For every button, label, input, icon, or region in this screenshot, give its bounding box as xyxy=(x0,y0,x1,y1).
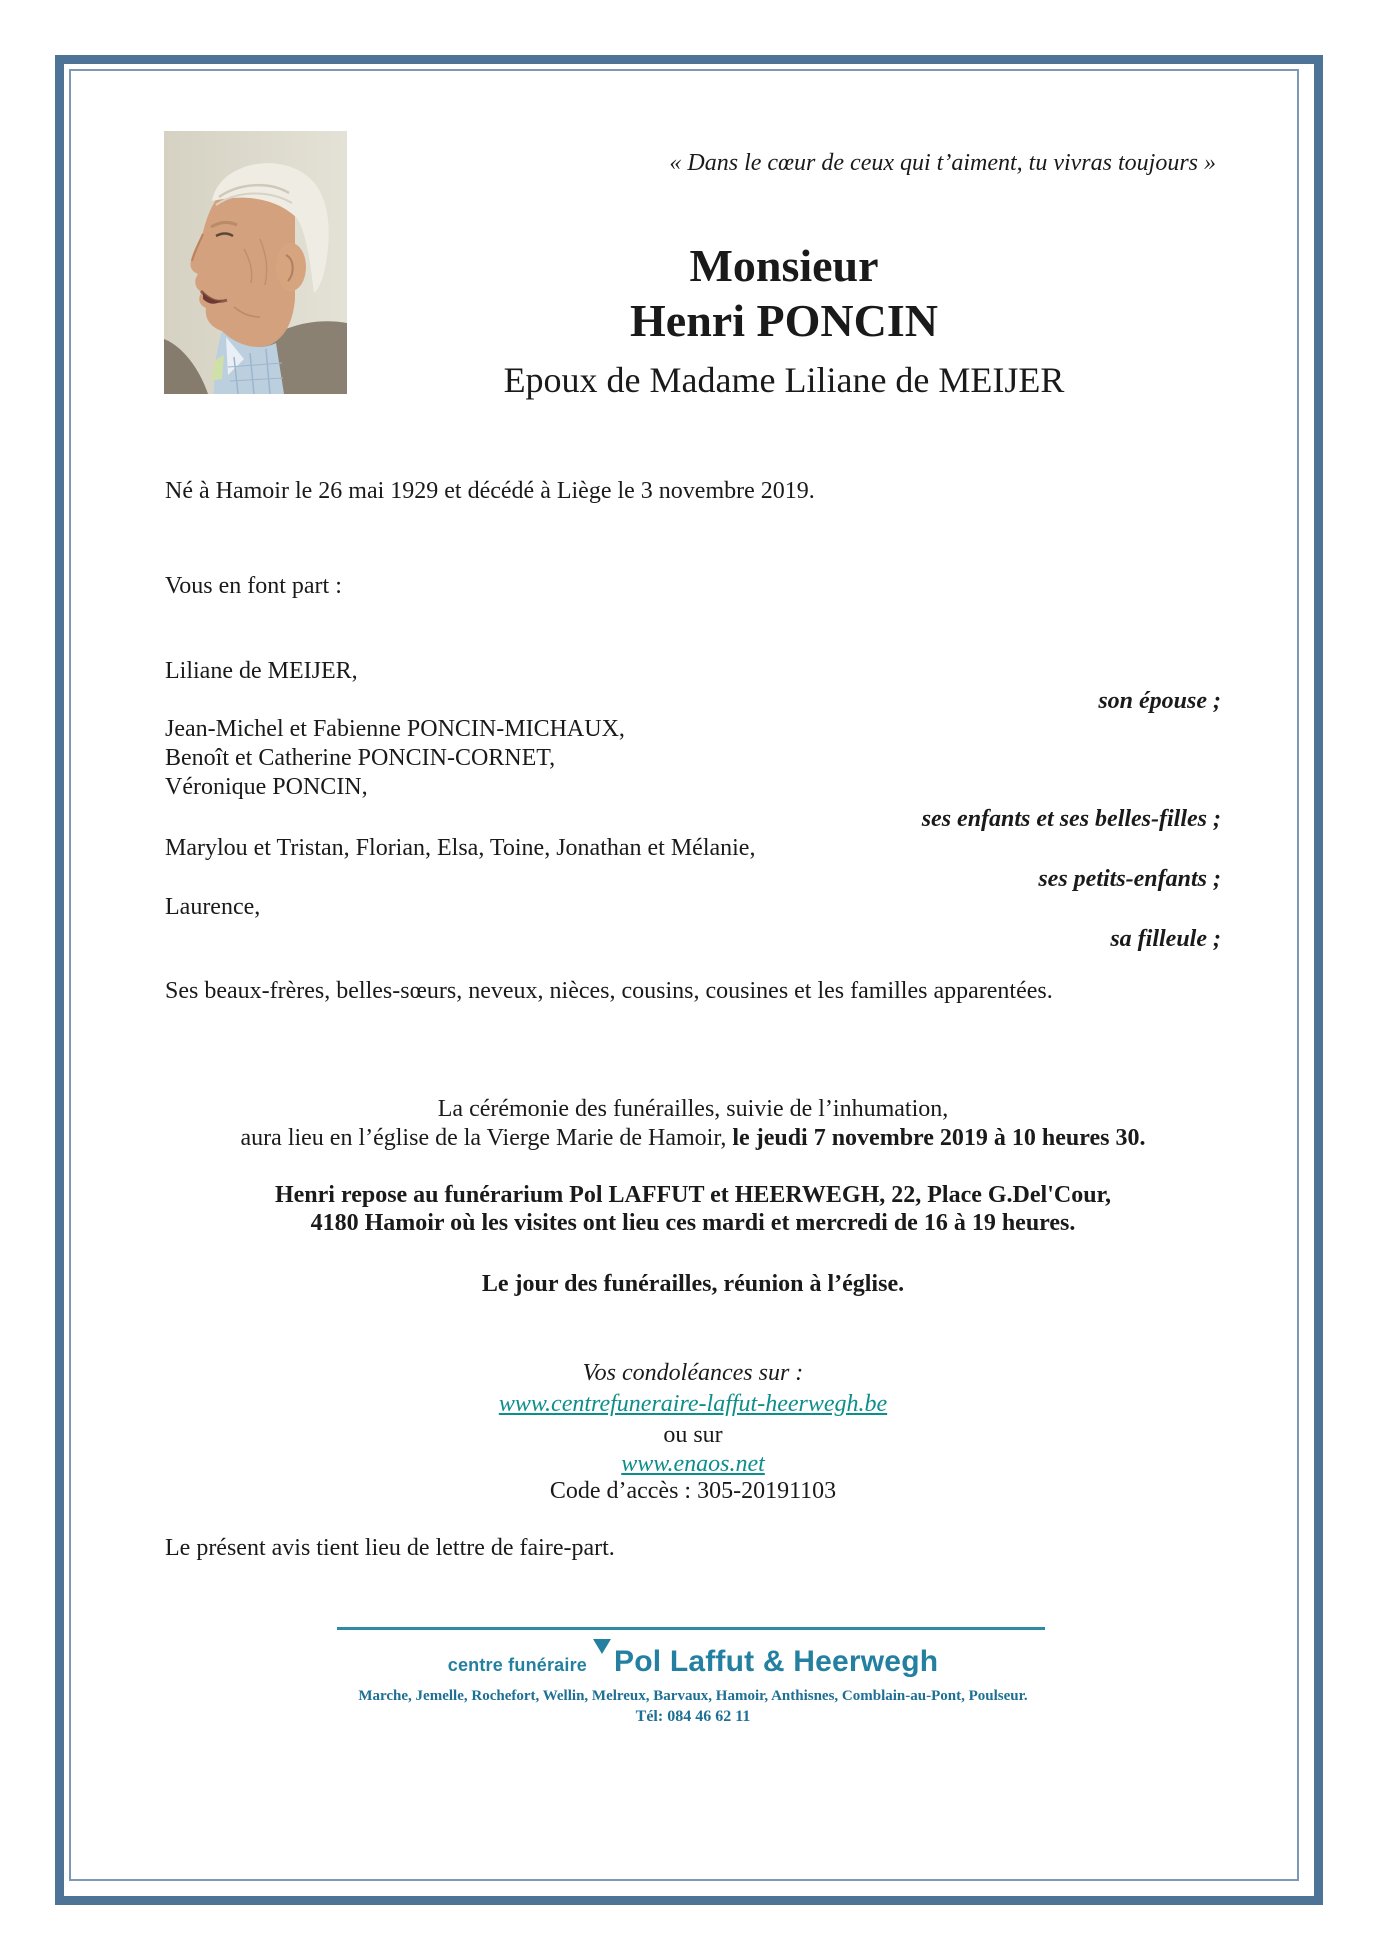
brand-prefix: centre funéraire xyxy=(447,1655,588,1675)
family-relation-line: ses enfants et ses belles-filles ; xyxy=(921,806,1221,832)
family-names-line: Marylou et Tristan, Florian, Elsa, Toine, Jonathan et Mélanie, xyxy=(165,835,756,861)
condolences-link-centrefuneraire[interactable]: www.centrefuneraire-laffut-heerwegh.be xyxy=(498,1391,888,1417)
deceased-subtitle: Epoux de Madame Liliane de MEIJER xyxy=(503,360,1065,400)
ceremony-line-1: La cérémonie des funérailles, suivie de l’inhumation, xyxy=(437,1096,949,1122)
memorial-quote: « Dans le cœur de ceux qui t’aiment, tu vivras toujours » xyxy=(669,150,1216,176)
condolences-intro: Vos condoléances sur : xyxy=(582,1360,804,1386)
footer-phone: Tél: 084 46 62 11 xyxy=(635,1708,751,1725)
condolences-link-row xyxy=(165,1390,1221,1419)
birth-death-line: Né à Hamoir le 26 mai 1929 et décédé à Liège le 3 novembre 2019. xyxy=(165,478,815,504)
ceremony-line-2-normal: aura lieu en l’église de la Vierge Marie de Hamoir, xyxy=(240,1125,733,1151)
announcement-intro: Vous en font part : xyxy=(165,573,342,599)
condolences-link-enaos[interactable]: www.enaos.net xyxy=(621,1451,765,1477)
family-names-line: Jean-Michel et Fabienne PONCIN-MICHAUX, xyxy=(165,716,625,742)
brand-name: Pol Laffut & Heerwegh xyxy=(614,1645,939,1678)
repose-line-1: Henri repose au funérarium Pol LAFFUT et HEERWEGH, 22, Place G.Del'Cour, xyxy=(274,1182,1111,1208)
access-code-line: Code d’accès : 305-20191103 xyxy=(549,1478,837,1504)
or-text: ou sur xyxy=(663,1422,723,1448)
family-names-line: Laurence, xyxy=(165,894,261,920)
family-names-line: Liliane de MEIJER, xyxy=(165,658,358,684)
ceremony-line-2-date: le jeudi 7 novembre 2019 à 10 heures 30. xyxy=(732,1125,1146,1151)
ceremony-line-2 xyxy=(165,1124,1221,1153)
family-names-line: Benoît et Catherine PONCIN-CORNET, xyxy=(165,745,556,771)
deceased-name: Henri PONCIN xyxy=(630,295,938,346)
portrait-photo xyxy=(164,131,347,394)
family-relation-line: ses petits-enfants ; xyxy=(1038,866,1221,892)
deceased-title: Monsieur xyxy=(689,240,879,291)
extended-family-line: Ses beaux-frères, belles-sœurs, neveux, nièces, cousins, cousines et les familles apparentées. xyxy=(165,978,1053,1004)
triangle-icon xyxy=(593,1639,611,1654)
family-relation-line: sa filleule ; xyxy=(1110,926,1221,952)
family-relation-line: son épouse ; xyxy=(1098,688,1221,714)
footer-divider xyxy=(337,1627,1045,1630)
notice-line: Le présent avis tient lieu de lettre de faire-part. xyxy=(165,1535,615,1561)
footer-cities: Marche, Jemelle, Rochefort, Wellin, Melreux, Barvaux, Hamoir, Anthisnes, Comblain-au-Pont, Poulseur. xyxy=(358,1688,1028,1704)
condolences-link-row xyxy=(165,1450,1221,1479)
funeral-home-logo xyxy=(165,1645,1221,1691)
reunion-line: Le jour des funérailles, réunion à l’église. xyxy=(481,1271,905,1297)
portrait-illustration xyxy=(164,131,347,394)
repose-line-2: 4180 Hamoir où les visites ont lieu ces mardi et mercredi de 16 à 19 heures. xyxy=(310,1210,1076,1236)
family-names-line: Véronique PONCIN, xyxy=(165,774,368,800)
